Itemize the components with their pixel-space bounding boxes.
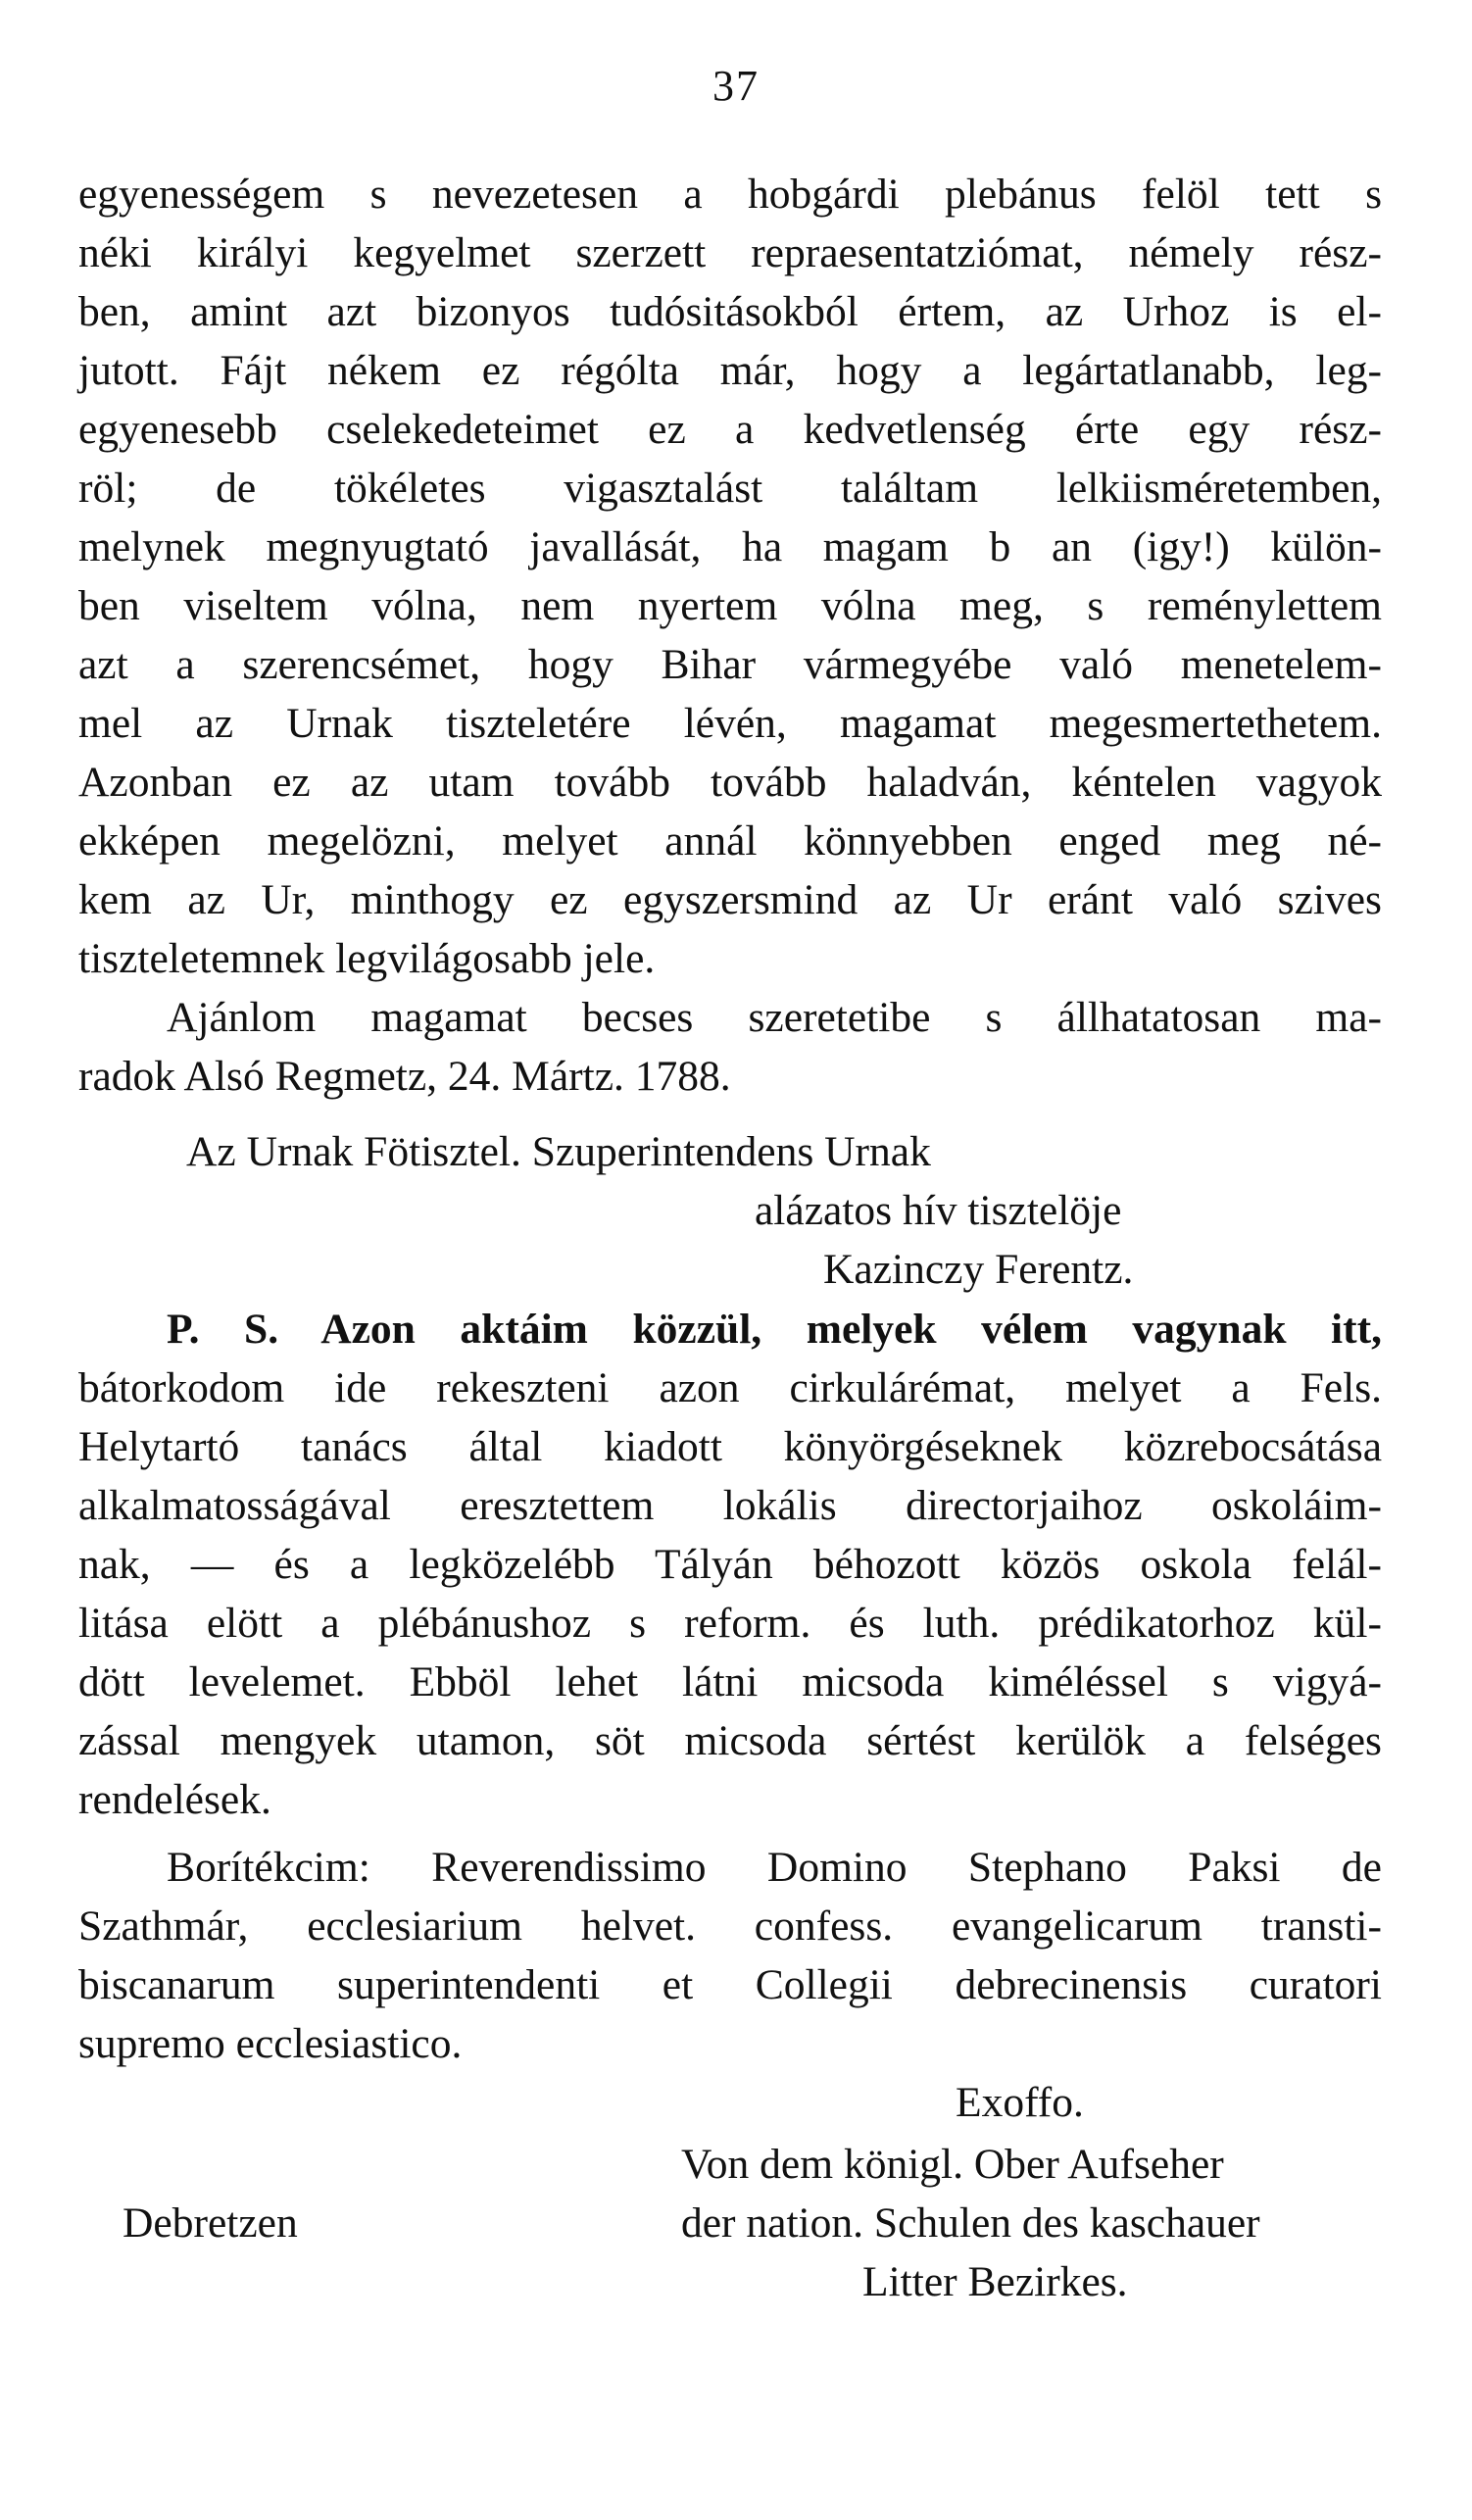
text-line: Borítékcim: Reverendissimo Domino Stephano Paksi de (167, 1844, 1382, 1891)
text-line: dött levelemet. Ebböl lehet látni micsoda kiméléssel s vigyá- (78, 1658, 1382, 1705)
address-line: Litter Bezirkes. (862, 2258, 1128, 2305)
text-line: bátorkodom ide rekeszteni azon cirkulárémat, melyet a Fels. (78, 1364, 1382, 1411)
text-line: egyenességem s nevezetesen a hobgárdi plebánus felöl tett s (78, 171, 1382, 218)
text-line: ekképen megelözni, melyet annál könnyebben enged meg né- (78, 817, 1382, 865)
text-line: röl; de tökéletes vigasztalást találtam lelkiisméretemben, (78, 465, 1382, 512)
page-number: 37 (712, 62, 760, 110)
text-line: biscanarum superintendenti et Collegii debrecinensis curatori (78, 1961, 1382, 2008)
text-line: radok Alsó Regmetz, 24. Mártz. 1788. (78, 1053, 731, 1100)
text-line: nak, — és a legközelébb Tályán béhozott közös oskola felál- (78, 1541, 1382, 1588)
text-line: kem az Ur, minthogy ez egyszersmind az Ur eránt való szives (78, 876, 1382, 923)
text-line: alkalmatosságával eresztettem lokális directorjaihoz oskoláim- (78, 1482, 1382, 1529)
text-line: tiszteletemnek legvilágosabb jele. (78, 935, 656, 982)
city-name: Debretzen (123, 2199, 298, 2247)
signature: Kazinczy Ferentz. (823, 1246, 1134, 1293)
text-line: egyenesebb cselekedeteimet ez a kedvetlenség érte egy rész- (78, 406, 1382, 453)
text-line (78, 1300, 1382, 1359)
text-line: Ajánlom magamat becses szeretetibe s állhatatosan ma- (167, 994, 1382, 1041)
text-line: azt a szerencsémet, hogy Bihar vármegyébe való menetelem- (78, 641, 1382, 688)
exoffo-label: Exoffo. (956, 2079, 1084, 2126)
postscript (78, 1300, 1382, 1829)
text-line: supremo ecclesiastico. (78, 2020, 463, 2067)
text-line: zással mengyek utamon, söt micsoda sértést kerülök a felséges (78, 1717, 1382, 1764)
text-line: Helytartó tanács által kiadott könyörgéseknek közrebocsátása (78, 1423, 1382, 1470)
envelope-address (78, 1838, 1382, 2073)
address-line: Von dem königl. Ober Aufseher (681, 2141, 1224, 2188)
address-line: der nation. Schulen des kaschauer (681, 2199, 1260, 2247)
text-line: rendelések. (78, 1776, 271, 1823)
text-line: ben viseltem vólna, nem nyertem vólna meg, s reménylettem (78, 582, 1382, 629)
text-line: litása elött a plébánushoz s reform. és luth. prédikatorhoz kül- (78, 1600, 1382, 1647)
letter-body (78, 165, 1382, 1106)
text-line: ben, amint azt bizonyos tudósitásokból értem, az Urhoz is el- (78, 288, 1382, 335)
ps-text: P. S. Azon aktáim közzül, melyek vélem vagynak itt, (167, 1306, 1382, 1353)
text-line: mel az Urnak tiszteletére lévén, magamat megesmertethetem. (78, 700, 1382, 747)
text-line: jutott. Fájt nékem ez régólta már, hogy a legártatlanabb, leg- (78, 347, 1382, 394)
closing-title: alázatos hív tisztelöje (755, 1187, 1122, 1234)
closing-salutation: Az Urnak Fötisztel. Szuperintendens Urnak (186, 1128, 931, 1175)
text-line: Szathmár, ecclesiarium helvet. confess. evangelicarum transti- (78, 1902, 1382, 1950)
text-line: Azonban ez az utam tovább tovább haladván, kéntelen vagyok (78, 759, 1382, 806)
text-line: melynek megnyugtató javallását, ha magam b an (igy!) külön- (78, 523, 1382, 570)
text-line: néki királyi kegyelmet szerzett repraesentatziómat, némely rész- (78, 229, 1382, 276)
